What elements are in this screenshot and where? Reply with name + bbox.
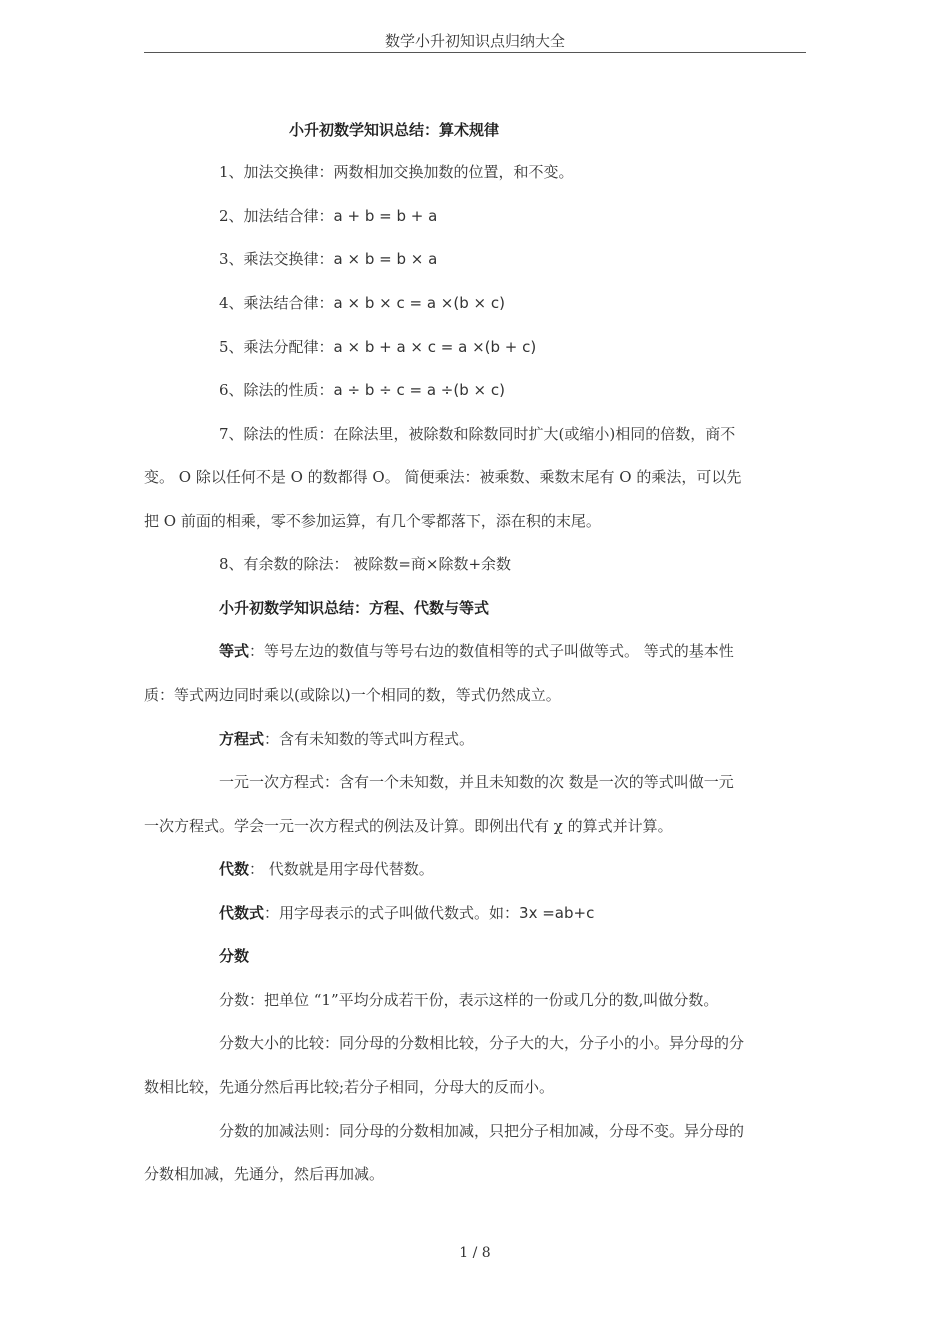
rule-5-formula: a × b + a × c = a ×(b + c) bbox=[333, 338, 537, 356]
linear-equation-line-1: 一元一次方程式：含有一个未知数，并且未知数的次 数是一次的等式叫做一元 bbox=[219, 773, 734, 791]
page-header bbox=[144, 30, 806, 53]
rule-3 bbox=[219, 249, 437, 269]
section-title-equations: 小升初数学知识总结：方程、代数与等式 bbox=[219, 599, 490, 617]
rule-1-text: 1、加法交换律：两数相加交换加数的位置，和不变。 bbox=[219, 163, 574, 181]
equation-definition bbox=[219, 729, 474, 749]
rule-2 bbox=[219, 206, 437, 226]
rule-7-line-2: 变。 O 除以任何不是 O 的数都得 O。 简便乘法：被乘数、乘数末尾有 O 的乘法，可以先 bbox=[144, 468, 742, 486]
rule-6-label: 6、除法的性质： bbox=[219, 381, 334, 399]
rule-6 bbox=[219, 380, 505, 400]
rule-1 bbox=[219, 162, 574, 182]
rule-5 bbox=[219, 337, 536, 357]
fraction-definition: 分数：把单位 “1”平均分成若干份，表示这样的一份或几分的数,叫做分数。 bbox=[219, 991, 719, 1009]
document-title: 数学小升初知识点归纳大全 bbox=[384, 32, 565, 50]
algebraic-expression-term: 代数式 bbox=[219, 904, 265, 922]
rule-4 bbox=[219, 293, 505, 313]
rule-3-formula: a × b = b × a bbox=[333, 250, 438, 268]
section-title-fractions: 分数 bbox=[219, 947, 250, 965]
rule-4-label: 4、乘法结合律： bbox=[219, 294, 334, 312]
equality-definition: ：等号左边的数值与等号右边的数值相等的式子叫做等式。 等式的基本性 bbox=[249, 642, 734, 660]
fraction-addsub-line-2: 分数相加减，先通分，然后再加减。 bbox=[144, 1165, 385, 1183]
linear-equation-line-2: 一次方程式。学会一元一次方程式的例法及计算。即例出代有 χ 的算式并计算。 bbox=[144, 817, 673, 835]
algebra-term: 代数 bbox=[219, 860, 250, 878]
equality-line-1 bbox=[219, 641, 734, 661]
rule-2-label: 2、加法结合律： bbox=[219, 207, 334, 225]
page-number: 1 / 8 bbox=[459, 1245, 491, 1261]
equation-term: 方程式 bbox=[219, 730, 265, 748]
fraction-compare-line-1: 分数大小的比较：同分母的分数相比较，分子大的大，分子小的小。异分母的分 bbox=[219, 1034, 745, 1052]
rule-8: 8、有余数的除法： 被除数=商×除数+余数 bbox=[219, 555, 512, 573]
rule-7-line-1: 7、除法的性质：在除法里，被除数和除数同时扩大(或缩小)相同的倍数，商不 bbox=[219, 425, 736, 443]
section-title-arithmetic: 小升初数学知识总结：算术规律 bbox=[289, 121, 500, 139]
fraction-addsub-line-1: 分数的加减法则：同分母的分数相加减，只把分子相加减，分母不变。异分母的 bbox=[219, 1122, 745, 1140]
algebraic-expression-definition bbox=[219, 903, 594, 923]
equality-line-2: 质：等式两边同时乘以(或除以)一个相同的数，等式仍然成立。 bbox=[144, 686, 561, 704]
algebra-definition bbox=[219, 859, 434, 879]
rule-7-line-3: 把 O 前面的相乘，零不参加运算，有几个零都落下，添在积的末尾。 bbox=[144, 512, 601, 530]
rule-4-formula: a × b × c = a ×(b × c) bbox=[333, 294, 505, 312]
fraction-compare-line-2: 数相比较，先通分然后再比较;若分子相同，分母大的反而小。 bbox=[144, 1078, 555, 1096]
algebraic-expression-example: 3x =ab+c bbox=[519, 904, 595, 922]
rule-6-formula: a ÷ b ÷ c = a ÷(b × c) bbox=[333, 381, 505, 399]
rule-3-label: 3、乘法交换律： bbox=[219, 250, 334, 268]
equation-text: ：含有未知数的等式叫方程式。 bbox=[264, 730, 475, 748]
equality-term: 等式 bbox=[219, 642, 250, 660]
algebra-text: ： 代数就是用字母代替数。 bbox=[249, 860, 434, 878]
algebraic-expression-text: ：用字母表示的式子叫做代数式。如： bbox=[264, 904, 520, 922]
rule-2-formula: a + b = b + a bbox=[333, 207, 438, 225]
rule-5-label: 5、乘法分配律： bbox=[219, 338, 334, 356]
